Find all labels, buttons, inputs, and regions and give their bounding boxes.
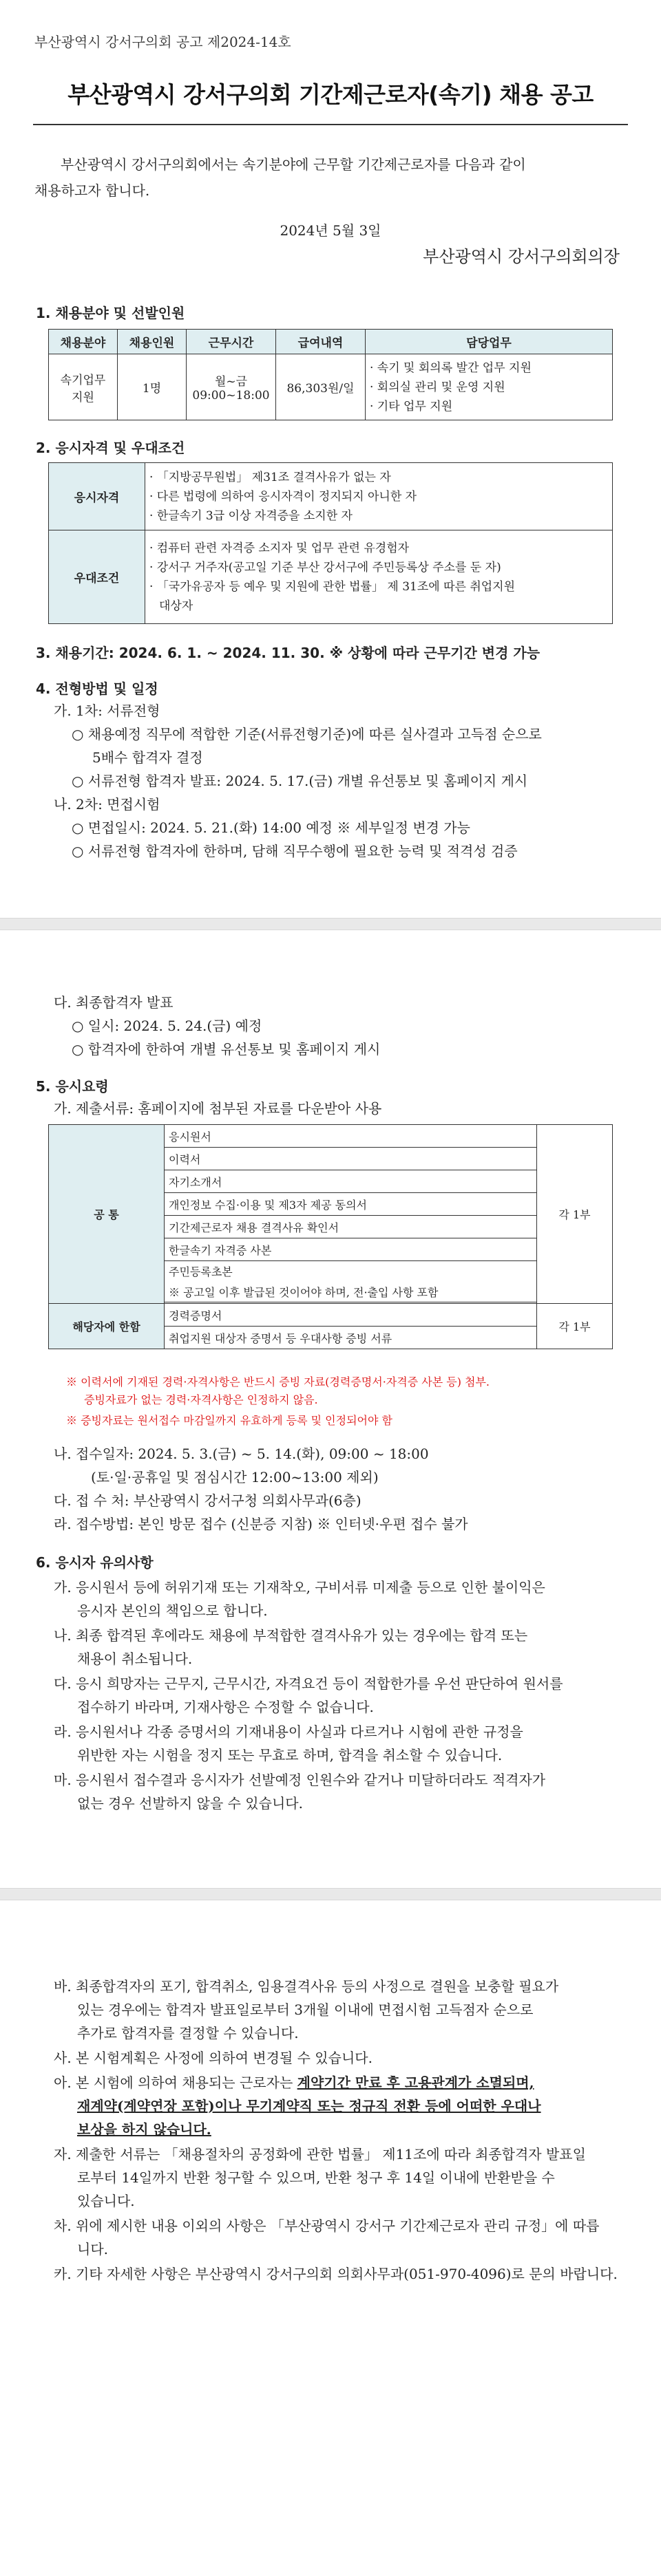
notice-red-2: ※ 증빙자료는 원서접수 마감일까지 유효하게 등록 및 인정되어야 함 [66,1414,393,1427]
duties-list [366,354,613,420]
caution-item: 라. 응시원서나 각종 증명서의 기재내용이 사실과 다르거나 시험에 관한 규정을 [54,1724,523,1740]
page-2 [0,930,661,1888]
stage-1-title: 가. 1차: 서류전형 [54,702,160,719]
page-title: 부산광역시 강서구의회 기간제근로자(속기) 채용 공고 [67,81,594,108]
caution-item: 바. 최종합격자의 포기, 합격취소, 임용결격사유 등의 사정으로 결원을 보충할 필요가 [54,1978,559,1995]
doc-item: 응시원서 [165,1125,537,1148]
stage-1-item-1-cont: 5배수 합격자 결정 [92,749,203,766]
section-6-heading: 6. 응시자 유의사항 [36,1554,154,1571]
doc-item: 주민등록초본 [165,1261,537,1282]
stage-3-title: 다. 최종합격자 발표 [54,994,174,1011]
notice-date: 2024년 5월 3일 [280,222,381,239]
section-4-heading: 4. 전형방법 및 일정 [36,680,158,697]
hours-days: 월~금 [214,375,248,389]
documents-intro: 가. 제출서류: 홈페이지에 첨부된 자료를 다운받아 사용 [54,1100,382,1117]
doc-item-note: ※ 공고일 이후 발급된 것이어야 하며, 전·출입 사항 포함 [165,1282,537,1302]
caution-item-cont: 로부터 14일까지 반환 청구할 수 있으며, 반환 청구 후 14일 이내에 반환받을 수 [77,2169,555,2186]
field-value: 속기업무 지원 [49,354,118,420]
common-qty: 각 1부 [537,1125,613,1304]
caution-item-cont: 접수하기 바라며, 기재사항은 수정할 수 없습니다. [77,1699,374,1715]
col-pay: 급여내역 [276,330,366,354]
title-divider [33,124,628,125]
pref-item: · 「국가유공자 등 예우 및 지원에 관한 법률」 제 31조에 따른 취업지원 [149,579,516,594]
duty-item: · 회의실 관리 및 운영 지원 [370,380,505,394]
doc-item: 기간제근로자 채용 결격사유 확인서 [165,1216,537,1238]
caution-item: 다. 응시 희망자는 근무지, 근무시간, 자격요건 등이 적합한가를 우선 판단하여 원서를 [54,1675,563,1692]
doc-item: 자기소개서 [165,1170,537,1193]
duty-item: · 속기 및 회의록 발간 업무 지원 [370,361,532,375]
caution-item-cont: 니다. [77,2241,108,2257]
page-1 [0,0,661,918]
doc-item: 이력서 [165,1148,537,1170]
employment-intro: 아. 본 시험에 의하여 채용되는 근로자는 [54,2074,297,2091]
col-hours: 근무시간 [187,330,276,354]
section-1-heading: 1. 채용분야 및 선발인원 [36,305,185,321]
qualification-table [48,462,613,624]
qual-item: · 한글속기 3급 이상 자격증을 소지한 자 [149,508,353,523]
pref-item: · 컴퓨터 관련 자격증 소지자 및 업무 관련 유경험자 [149,541,410,555]
caution-item: 마. 응시원서 접수결과 응시자가 선발예정 인원수와 같거나 미달하더라도 적격자가 [54,1772,546,1788]
qual-item: · 다른 법령에 의하여 응시자격이 정지되지 아니한 자 [149,489,417,504]
doc-item: 한글속기 자격증 사본 [165,1238,537,1261]
pref-item-cont: 대상자 [159,599,193,613]
caution-item-cont: 없는 경우 선발하지 않을 수 있습니다. [77,1795,303,1812]
apply-period: 나. 접수일자: 2024. 5. 3.(금) ~ 5. 14.(화), 09:00 ~ 18:00 [54,1446,429,1462]
page-3 [0,1900,661,2576]
caution-item-cont: 추가로 합격자를 결정할 수 있습니다. [77,2025,299,2041]
apply-method: 라. 접수방법: 본인 방문 접수 (신분증 지참) ※ 인터넷·우편 접수 불가 [54,1516,468,1532]
stage-1-item-1: ○ 채용예정 직무에 적합한 기준(서류전형기준)에 따른 실사결과 고득점 순으로 [72,726,542,742]
apply-period-note: (토·일·공휴일 및 점심시간 12:00~13:00 제외) [91,1469,379,1485]
caution-item-cont: 위반한 자는 시험을 정지 또는 무효로 하며, 합격을 취소할 수 있습니다. [77,1747,503,1763]
employment-emphasis-1: 계약기간 만료 후 고용관계가 소멸되며, [297,2074,534,2091]
apply-place: 다. 접 수 처: 부산광역시 강서구청 의회사무과(6층) [54,1492,361,1509]
qual-item: · 「지방공무원법」 제31조 결격사유가 없는 자 [149,470,391,484]
pref-label: 우대조건 [49,530,145,624]
doc-item: 경력증명서 [165,1304,537,1327]
stage-3-item-2: ○ 합격자에 한하여 개별 유선통보 및 홈페이지 게시 [72,1041,381,1058]
common-label: 공 통 [49,1125,165,1304]
caution-item-cont: 응시자 본인의 책임으로 합니다. [77,1602,268,1619]
duty-item: · 기타 업무 지원 [370,399,453,414]
caution-item: 가. 응시원서 등에 허위기재 또는 기재착오, 구비서류 미제출 등으로 인한 불이익은 [54,1579,545,1596]
caution-item: 차. 위에 제시한 내용 이외의 사항은 「부산광역시 강서구 기간제근로자 관리 규정」에 따릅 [54,2218,600,2234]
recruitment-table [48,329,613,420]
employment-emphasis-2: 재계약(계약연장 포함)이나 무기계약직 또는 정규직 전환 등에 어떠한 우대나 [77,2098,541,2114]
col-count: 채용인원 [118,330,187,354]
intro-line-1: 부산광역시 강서구의회에서는 속기분야에 근무할 기간제근로자를 다음과 같이 [61,156,526,173]
contact-info: 카. 기타 자세한 사항은 부산광역시 강서구의회 의회사무과(051-970-4096)로 문의 바랍니다. [54,2266,618,2282]
notice-red-1-cont: 증빙자료가 없는 경력·자격사항은 인정하지 않음. [84,1393,318,1406]
doc-item: 개인정보 수집·이용 및 제3자 제공 동의서 [165,1193,537,1216]
stage-2-item-2: ○ 서류전형 합격자에 한하며, 담해 직무수행에 필요한 능력 및 적격성 검증 [72,843,518,859]
page-separator [0,918,661,930]
section-3-period: 3. 채용기간: 2024. 6. 1. ~ 2024. 11. 30. ※ 상황에 따라 근무기간 변경 가능 [36,645,541,661]
caution-item: 자. 제출한 서류는 「채용절차의 공정화에 관한 법률」 제11조에 따라 최종합격자 발표일 [54,2146,586,2162]
count-value: 1명 [118,354,187,420]
col-duties: 담당업무 [366,330,613,354]
stage-1-item-2: ○ 서류전형 합격자 발표: 2024. 5. 17.(금) 개별 유선통보 및 홈페이지 게시 [72,773,528,789]
caution-item-cont: 있습니다. [77,2193,135,2209]
extra-label: 해당자에 한함 [49,1304,165,1349]
hours-time: 09:00~18:00 [192,389,270,402]
notice-reference: 부산광역시 강서구의회 공고 제2024-14호 [34,34,291,50]
qual-label: 응시자격 [49,463,145,530]
documents-table [48,1124,613,1349]
caution-item: 사. 본 시험계획은 사정에 의하여 변경될 수 있습니다. [54,2050,373,2066]
col-field: 채용분야 [49,330,118,354]
employment-emphasis-3: 보상을 하지 않습니다. [77,2121,211,2138]
intro-line-2: 채용하고자 합니다. [34,182,150,199]
stage-3-item-1: ○ 일시: 2024. 5. 24.(금) 예정 [72,1018,262,1034]
section-5-heading: 5. 응시요령 [36,1078,109,1095]
hours-value [187,354,276,420]
qual-list [145,463,613,530]
pay-value: 86,303원/일 [276,354,366,420]
pref-list [145,530,613,624]
stage-2-title: 나. 2차: 면접시험 [54,796,160,813]
caution-item: 나. 최종 합격된 후에라도 채용에 부적합한 결격사유가 있는 경우에는 합격 또는 [54,1627,528,1644]
pref-item: · 강서구 거주자(공고일 기준 부산 강서구에 주민등록상 주소를 둔 자) [149,560,501,575]
section-2-heading: 2. 응시자격 및 우대조건 [36,440,185,456]
notice-issuer: 부산광역시 강서구의회의장 [423,247,620,266]
caution-item-cont: 있는 경우에는 합격자 발표일로부터 3개월 이내에 면접시험 고득점자 순으로 [77,2001,534,2018]
doc-item: 취업지원 대상자 증명서 등 우대사항 증빙 서류 [165,1327,537,1349]
extra-qty: 각 1부 [537,1304,613,1349]
notice-red-1: ※ 이력서에 기재된 경력·자격사항은 반드시 증빙 자료(경력증명서·자격증 사본 등) 첨부. [66,1375,490,1388]
caution-item-employment [54,2072,534,2093]
caution-item-cont: 채용이 취소됩니다. [77,1651,193,1667]
page-separator [0,1888,661,1900]
stage-2-item-1: ○ 면접일시: 2024. 5. 21.(화) 14:00 예정 ※ 세부일정 변경 가능 [72,819,470,836]
